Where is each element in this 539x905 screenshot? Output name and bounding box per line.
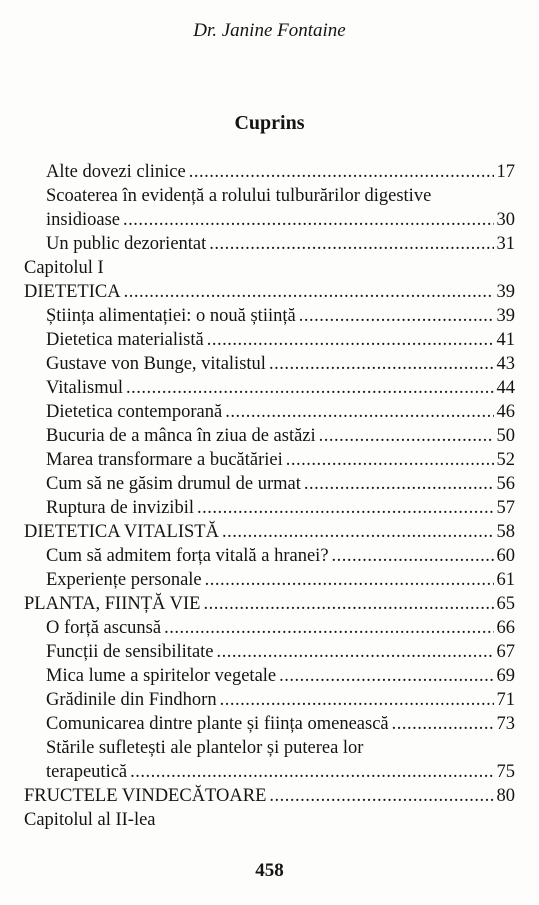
toc-entry-title: Comunicarea dintre plante și ființa omenească — [46, 714, 389, 734]
toc-entry-title: Ruptura de invizibil — [46, 498, 194, 518]
toc-entry-page: 41 — [496, 330, 515, 350]
toc-entry-title: Alte dovezi clinice — [46, 162, 186, 182]
dot-leader — [222, 521, 494, 543]
toc-entry-title: O forță ascunsă — [46, 618, 162, 638]
toc-entry-page: 65 — [496, 594, 515, 614]
toc-entry-page: 31 — [496, 234, 515, 254]
toc-entry-title: Grădinile din Findhorn — [46, 690, 217, 710]
toc-entry-page: 61 — [496, 570, 515, 590]
toc-entry-title: Marea transformare a bucătăriei — [46, 450, 283, 470]
dot-leader — [197, 497, 494, 519]
dot-leader — [225, 401, 493, 423]
toc-entry-page: 75 — [496, 762, 515, 782]
dot-leader — [332, 545, 494, 567]
dot-leader — [286, 449, 494, 471]
toc-entry-title: Dietetica materialistă — [46, 330, 204, 350]
toc-entry-page: 44 — [496, 378, 515, 398]
toc-entry-page: 60 — [496, 546, 515, 566]
toc-entry-title: Stările sufletești ale plantelor și puterea lor — [46, 738, 364, 758]
dot-leader — [217, 641, 494, 663]
dot-leader — [207, 329, 494, 351]
toc-entry-title: Capitolul al II-lea — [24, 810, 156, 830]
dot-leader — [203, 593, 493, 615]
dot-leader — [130, 761, 493, 783]
toc-entry-page: 73 — [496, 714, 515, 734]
toc-entry-title: Cum să admitem forța vitală a hranei? — [46, 546, 329, 566]
dot-leader — [124, 281, 494, 303]
toc-entry-title: Funcții de sensibilitate — [46, 642, 214, 662]
toc-entry-title: Mica lume a spiritelor vegetale — [46, 666, 277, 686]
toc-entry-title: Cum să ne găsim drumul de urmat — [46, 474, 301, 494]
toc-entry-title: Bucuria de a mânca în ziua de astăzi — [46, 426, 316, 446]
dot-leader — [279, 665, 493, 687]
toc-entry-title: Scoaterea în evidență a rolului tulburărilor digestive — [46, 186, 432, 206]
toc-entry-page: 69 — [496, 666, 515, 686]
toc-entry-page: 39 — [496, 306, 515, 326]
dot-leader — [299, 305, 494, 327]
toc-entry-page: 30 — [496, 210, 515, 230]
toc-entry-title: FRUCTELE VINDECĂTOARE — [24, 786, 267, 806]
toc-entry-title: Știința alimentației: o nouă știință — [46, 306, 296, 326]
toc-entry-title: Un public dezorientat — [46, 234, 207, 254]
toc-entry-page: 56 — [496, 474, 515, 494]
toc-entry-page: 43 — [496, 354, 515, 374]
toc-entry-title: Vitalismul — [46, 378, 123, 398]
toc-title: Cuprins — [234, 112, 305, 134]
toc-entry-title: DIETETICA VITALISTĂ — [24, 522, 219, 542]
toc-entry-title: PLANTA, FIINȚĂ VIE — [24, 594, 201, 614]
dot-leader — [319, 425, 494, 447]
toc-entry-title: DIETETICA — [24, 282, 121, 302]
toc-entry-page: 46 — [496, 402, 515, 422]
dot-leader — [269, 353, 494, 375]
dot-leader — [126, 377, 494, 399]
dot-leader — [164, 617, 493, 639]
dot-leader — [220, 689, 494, 711]
toc-entry-page: 71 — [496, 690, 515, 710]
toc-entry-title: insidioase — [46, 210, 120, 230]
dot-leader — [189, 161, 494, 183]
toc-entry-page: 52 — [496, 450, 515, 470]
dot-leader — [392, 713, 494, 735]
toc-entry-page: 17 — [496, 162, 515, 182]
toc-entry-page: 67 — [496, 642, 515, 662]
dot-leader — [205, 569, 494, 591]
dot-leader — [269, 785, 493, 807]
dot-leader — [123, 209, 494, 231]
dot-leader — [209, 233, 493, 255]
toc-entry-page: 80 — [496, 786, 515, 806]
page-number: 458 — [255, 860, 284, 881]
toc-entry-page: 66 — [496, 618, 515, 638]
toc-entry-title: Dietetica contemporană — [46, 402, 223, 422]
toc-entry-page: 39 — [496, 282, 515, 302]
toc-entry-page: 57 — [496, 498, 515, 518]
dot-leader — [304, 473, 494, 495]
toc-entry-title: Capitolul I — [24, 258, 104, 278]
toc-entry-title: Experiențe personale — [46, 570, 202, 590]
toc-entry-page: 50 — [496, 426, 515, 446]
toc-entry-title: Gustave von Bunge, vitalistul — [46, 354, 266, 374]
toc-entry-title: terapeutică — [46, 762, 128, 782]
running-header: Dr. Janine Fontaine — [193, 20, 346, 41]
toc-entry-page: 58 — [496, 522, 515, 542]
